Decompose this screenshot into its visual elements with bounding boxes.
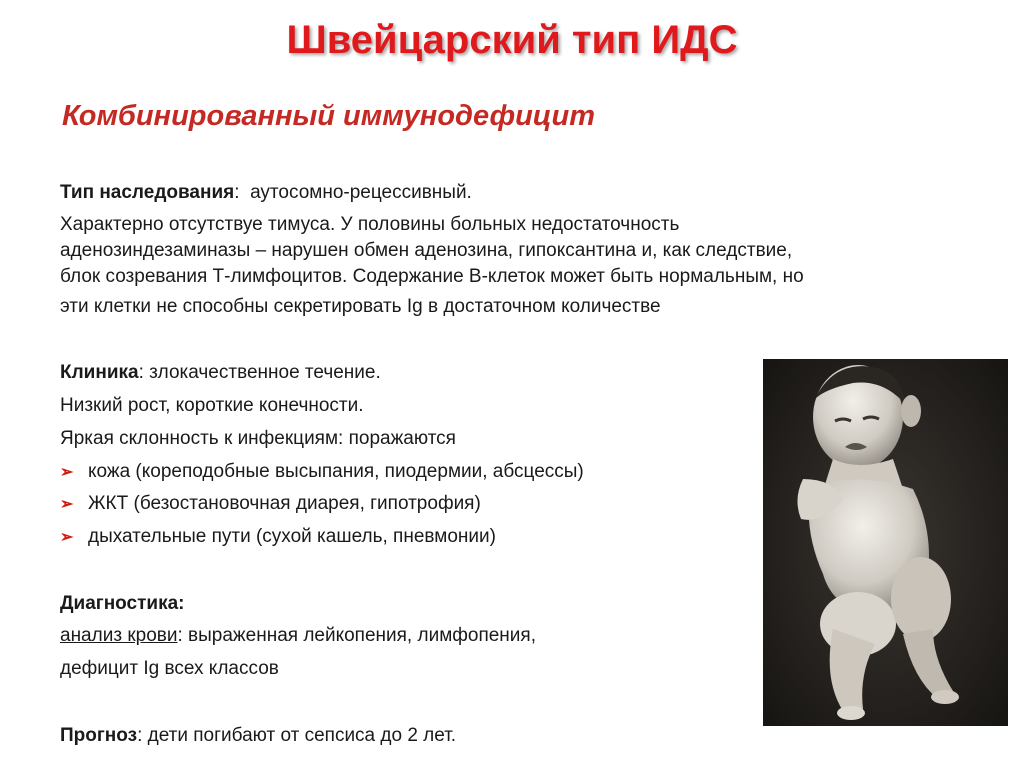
list-item bbox=[60, 491, 481, 518]
diagnostics-line-2: дефицит Ig всех классов bbox=[60, 658, 279, 679]
arrow-bullet-icon: ➢ bbox=[60, 529, 74, 546]
clinic-line bbox=[60, 360, 381, 386]
clinic-line-3: Яркая склонность к инфекциям: поражаются bbox=[60, 428, 456, 449]
description-line: эти клетки не способны секретировать Ig в достаточном количестве bbox=[60, 296, 661, 317]
list-item-text: ЖКТ (безостановочная диарея, гипотрофия) bbox=[88, 493, 481, 514]
description-line: аденозиндезаминазы – нарушен обмен аденозина, гипоксантина и, как следствие, bbox=[60, 240, 793, 261]
list-item bbox=[60, 459, 584, 486]
arrow-bullet-icon: ➢ bbox=[60, 464, 74, 481]
prognosis-value: : дети погибают от сепсиса до 2 лет. bbox=[137, 725, 457, 746]
clinic-line-2: Низкий рост, короткие конечности. bbox=[60, 395, 364, 416]
slide-title: Швейцарский тип ИДС bbox=[286, 18, 738, 62]
clinic-value: : злокачественное течение. bbox=[138, 362, 381, 383]
description-line: блок созревания Т-лимфоцитов. Содержание В-клеток может быть нормальным, но bbox=[60, 266, 804, 287]
inheritance-line bbox=[60, 180, 472, 206]
inheritance-sep: : bbox=[234, 182, 240, 203]
diagnostics-underlined: анализ крови bbox=[60, 625, 178, 646]
patient-photo-drawing bbox=[763, 359, 1008, 726]
diagnostics-value: : выраженная лейкопения, лимфопения, bbox=[177, 625, 536, 646]
diagnostics-label: Диагностика: bbox=[60, 593, 185, 614]
prognosis-label: Прогноз bbox=[60, 725, 138, 746]
prognosis-line bbox=[60, 723, 456, 749]
arrow-bullet-icon: ➢ bbox=[60, 496, 74, 513]
list-item-text: дыхательные пути (сухой кашель, пневмонии) bbox=[88, 526, 496, 547]
clinic-label: Клиника bbox=[60, 362, 139, 383]
patient-photo bbox=[763, 359, 1008, 726]
description-line: Характерно отсутствуе тимуса. У половины больных недостаточность bbox=[60, 214, 680, 235]
inheritance-label: Тип наследования bbox=[60, 182, 235, 203]
list-item-text: кожа (кореподобные высыпания, пиодермии, абсцессы) bbox=[88, 461, 584, 482]
slide-subtitle: Комбинированный иммунодефицит bbox=[62, 100, 596, 132]
diagnostics-line bbox=[60, 623, 536, 649]
inheritance-value: аутосомно-рецессивный. bbox=[239, 182, 472, 203]
list-item bbox=[60, 524, 496, 551]
